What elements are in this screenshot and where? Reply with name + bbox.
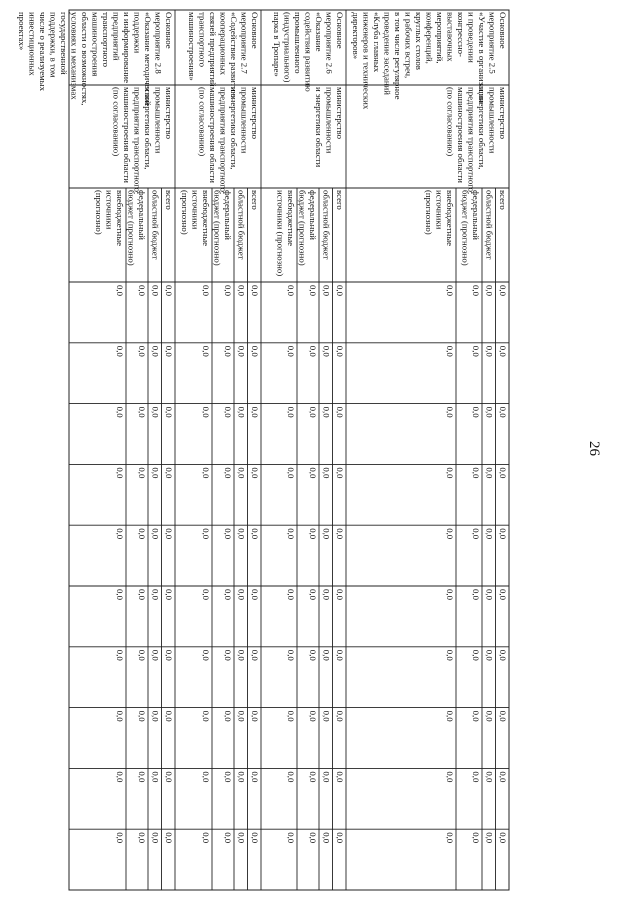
value-cell: 0,0 bbox=[308, 345, 318, 357]
source-text: внебюджетные bbox=[201, 190, 211, 247]
value-cell: 0,0 bbox=[335, 832, 345, 844]
value-cell: 0,0 bbox=[201, 710, 211, 722]
value-cell: 0,0 bbox=[137, 832, 147, 844]
value-cell: 0,0 bbox=[484, 771, 495, 783]
value-cell: 0,0 bbox=[471, 771, 481, 783]
value-cell: 0,0 bbox=[137, 285, 147, 296]
value-cell: 0,0 bbox=[498, 649, 508, 661]
value-cell: 0,0 bbox=[498, 832, 508, 844]
event-text: и проведении bbox=[466, 12, 477, 63]
value-cell: 0,0 bbox=[308, 528, 318, 540]
event-text: выставочных bbox=[445, 12, 456, 62]
value-cell: 0,0 bbox=[471, 285, 481, 296]
event-text: мероприятий, bbox=[435, 12, 445, 64]
event-text: и информирование bbox=[122, 12, 132, 84]
value-cell: 0,0 bbox=[137, 589, 147, 600]
value-cell: 0,0 bbox=[308, 467, 318, 479]
value-cell: 0,0 bbox=[250, 345, 260, 357]
value-cell: 0,0 bbox=[286, 467, 296, 479]
executor-text: машиностроения области bbox=[208, 87, 218, 183]
value-cell: 0,0 bbox=[335, 771, 345, 783]
value-cell: 0,0 bbox=[498, 710, 508, 722]
source-text: внебюджетные bbox=[445, 190, 455, 247]
value-cell: 0,0 bbox=[223, 528, 233, 540]
value-cell: 0,0 bbox=[321, 832, 332, 844]
executor-text: (по согласованию) bbox=[111, 87, 122, 157]
value-cell: 0,0 bbox=[137, 406, 147, 418]
event-text: поддержки, в том bbox=[48, 12, 59, 78]
value-cell: 0,0 bbox=[150, 832, 161, 844]
event-text: связей предприятий bbox=[208, 12, 218, 87]
event-text: «Участие в организации bbox=[477, 12, 487, 104]
source-text: областной бюджет bbox=[150, 190, 161, 260]
value-cell: 0,0 bbox=[335, 589, 345, 600]
executor-text: промышленности bbox=[153, 87, 164, 154]
event-text: «Содействие развитию bbox=[229, 12, 239, 98]
value-cell: 0,0 bbox=[150, 771, 161, 783]
executor-text: предприятия транспортного bbox=[218, 87, 229, 193]
event-text: Основное bbox=[335, 12, 345, 49]
source-text: областной бюджет bbox=[321, 190, 332, 260]
executor-text: машиностроения области bbox=[122, 87, 132, 183]
value-cell: 0,0 bbox=[201, 406, 211, 418]
value-cell: 0,0 bbox=[164, 832, 174, 844]
value-cell: 0,0 bbox=[236, 285, 247, 296]
value-cell: 0,0 bbox=[484, 710, 495, 722]
value-cell: 0,0 bbox=[236, 589, 247, 600]
value-cell: 0,0 bbox=[335, 528, 345, 540]
value-cell: 0,0 bbox=[250, 649, 260, 661]
value-cell: 0,0 bbox=[321, 771, 332, 783]
value-cell: 0,0 bbox=[164, 285, 174, 296]
value-cell: 0,0 bbox=[223, 406, 233, 418]
value-cell: 0,0 bbox=[223, 771, 233, 783]
value-cell: 0,0 bbox=[471, 832, 481, 844]
executor-text: предприятия транспортного bbox=[466, 87, 477, 193]
value-cell: 0,0 bbox=[223, 649, 233, 661]
source-text: всего bbox=[164, 190, 174, 210]
value-cell: 0,0 bbox=[223, 467, 233, 479]
value-cell: 0,0 bbox=[250, 589, 260, 600]
event-text: «Оказание методической bbox=[143, 12, 153, 106]
value-cell: 0,0 bbox=[201, 832, 211, 844]
event-text: «Клуба главных bbox=[372, 12, 382, 73]
value-cell: 0,0 bbox=[115, 710, 125, 722]
value-cell: 0,0 bbox=[286, 649, 296, 661]
value-cell: 0,0 bbox=[115, 649, 125, 661]
event-text: парка в Тропаре» bbox=[272, 12, 282, 77]
value-cell: 0,0 bbox=[201, 771, 211, 783]
source-text: федеральный bbox=[137, 190, 147, 240]
value-cell: 0,0 bbox=[236, 832, 247, 844]
source-text: бюджет (прогнозно) bbox=[212, 190, 223, 266]
value-cell: 0,0 bbox=[445, 285, 455, 296]
source-text: внебюджетные bbox=[115, 190, 125, 247]
value-cell: 0,0 bbox=[250, 406, 260, 418]
event-text: проектах» bbox=[17, 12, 27, 51]
executor-text: и энергетики области, bbox=[229, 87, 239, 170]
value-cell: 0,0 bbox=[286, 285, 296, 296]
value-cell: 0,0 bbox=[223, 832, 233, 844]
event-text: области о возможностях, bbox=[80, 12, 90, 106]
value-cell: 0,0 bbox=[250, 528, 260, 540]
value-cell: 0,0 bbox=[335, 406, 345, 418]
executor-text: министерство bbox=[250, 87, 260, 139]
value-cell: 0,0 bbox=[286, 710, 296, 722]
event-text: конгрессно- bbox=[456, 12, 466, 57]
source-text: источники bbox=[190, 190, 201, 230]
value-cell: 0,0 bbox=[137, 710, 147, 722]
value-cell: 0,0 bbox=[445, 406, 455, 418]
value-cell: 0,0 bbox=[484, 832, 495, 844]
event-text: мероприятие 2.7 bbox=[239, 12, 250, 74]
executor-text: предприятия транспортного bbox=[132, 87, 143, 193]
event-text: круглых столов bbox=[414, 12, 424, 70]
value-cell: 0,0 bbox=[223, 589, 233, 600]
value-cell: 0,0 bbox=[484, 589, 495, 600]
value-cell: 0,0 bbox=[223, 285, 233, 296]
value-cell: 0,0 bbox=[115, 589, 125, 600]
value-cell: 0,0 bbox=[471, 589, 481, 600]
event-text: предприятий bbox=[111, 12, 122, 61]
value-cell: 0,0 bbox=[137, 467, 147, 479]
value-cell: 0,0 bbox=[201, 649, 211, 661]
value-cell: 0,0 bbox=[164, 710, 174, 722]
value-cell: 0,0 bbox=[484, 345, 495, 357]
value-cell: 0,0 bbox=[445, 528, 455, 540]
value-cell: 0,0 bbox=[498, 589, 508, 600]
value-cell: 0,0 bbox=[223, 345, 233, 357]
value-cell: 0,0 bbox=[164, 467, 174, 479]
value-cell: 0,0 bbox=[484, 285, 495, 296]
value-cell: 0,0 bbox=[164, 589, 174, 600]
value-cell: 0,0 bbox=[286, 406, 296, 418]
executor-text: промышленности bbox=[239, 87, 250, 154]
value-cell: 0,0 bbox=[236, 467, 247, 479]
value-cell: 0,0 bbox=[321, 406, 332, 418]
value-cell: 0,0 bbox=[164, 649, 174, 661]
value-cell: 0,0 bbox=[137, 771, 147, 783]
value-cell: 0,0 bbox=[308, 589, 318, 600]
source-text: всего bbox=[498, 190, 508, 210]
event-text: машиностроения» bbox=[187, 12, 197, 81]
value-cell: 0,0 bbox=[498, 467, 508, 479]
value-cell: 0,0 bbox=[164, 771, 174, 783]
event-text: условиях и механизмах bbox=[69, 12, 80, 100]
value-cell: 0,0 bbox=[250, 771, 260, 783]
value-cell: 0,0 bbox=[286, 771, 296, 783]
value-cell: 0,0 bbox=[321, 467, 332, 479]
source-text: федеральный bbox=[308, 190, 318, 240]
event-text: мероприятие 2.6 bbox=[324, 12, 335, 74]
value-cell: 0,0 bbox=[484, 467, 495, 479]
executor-text: промышленности bbox=[487, 87, 498, 154]
event-text: промышленного bbox=[293, 12, 303, 74]
value-cell: 0,0 bbox=[321, 589, 332, 600]
event-text: «Оказание bbox=[314, 12, 324, 52]
executor-text: промышленности bbox=[324, 87, 335, 154]
value-cell: 0,0 bbox=[471, 528, 481, 540]
value-cell: 0,0 bbox=[236, 406, 247, 418]
value-cell: 0,0 bbox=[498, 528, 508, 540]
value-cell: 0,0 bbox=[471, 649, 481, 661]
value-cell: 0,0 bbox=[150, 649, 161, 661]
source-text: бюджет (прогнозно) bbox=[297, 190, 308, 266]
source-text: (прогнозно) bbox=[180, 190, 190, 235]
value-cell: 0,0 bbox=[308, 771, 318, 783]
value-cell: 0,0 bbox=[236, 771, 247, 783]
value-cell: 0,0 bbox=[137, 528, 147, 540]
event-text: в том числе регулярное bbox=[393, 12, 403, 100]
value-cell: 0,0 bbox=[321, 285, 332, 296]
value-cell: 0,0 bbox=[308, 832, 318, 844]
table-body bbox=[17, 10, 509, 890]
value-cell: 0,0 bbox=[484, 649, 495, 661]
value-cell: 0,0 bbox=[150, 345, 161, 357]
executor-text: (по согласованию) bbox=[197, 87, 208, 157]
value-cell: 0,0 bbox=[201, 345, 211, 357]
page-number: 26 bbox=[586, 441, 602, 456]
value-cell: 0,0 bbox=[150, 710, 161, 722]
value-cell: 0,0 bbox=[164, 406, 174, 418]
value-cell: 0,0 bbox=[164, 345, 174, 357]
source-text: (прогнозно) bbox=[424, 190, 434, 235]
value-cell: 0,0 bbox=[445, 589, 455, 600]
value-cell: 0,0 bbox=[286, 345, 296, 357]
executor-text: и энергетики области bbox=[314, 87, 324, 168]
value-cell: 0,0 bbox=[250, 832, 260, 844]
value-cell: 0,0 bbox=[321, 528, 332, 540]
event-text: поддержки bbox=[132, 12, 143, 54]
value-cell: 0,0 bbox=[321, 710, 332, 722]
value-cell: 0,0 bbox=[445, 710, 455, 722]
value-cell: 0,0 bbox=[250, 710, 260, 722]
event-text: транспортного bbox=[101, 12, 111, 67]
value-cell: 0,0 bbox=[115, 285, 125, 296]
value-cell: 0,0 bbox=[236, 528, 247, 540]
event-text: Основное bbox=[164, 12, 174, 49]
value-cell: 0,0 bbox=[286, 832, 296, 844]
value-cell: 0,0 bbox=[150, 589, 161, 600]
event-text: машиностроения bbox=[90, 12, 101, 77]
event-text: государственной bbox=[59, 12, 69, 75]
value-cell: 0,0 bbox=[137, 345, 147, 357]
value-cell: 0,0 bbox=[137, 649, 147, 661]
source-text: областной бюджет bbox=[484, 190, 495, 260]
source-text: внебюджетные bbox=[286, 190, 296, 247]
source-text: всего bbox=[250, 190, 260, 210]
value-cell: 0,0 bbox=[150, 285, 161, 296]
value-cell: 0,0 bbox=[308, 285, 318, 296]
value-cell: 0,0 bbox=[445, 467, 455, 479]
value-cell: 0,0 bbox=[236, 710, 247, 722]
event-text: кооперационных bbox=[218, 12, 229, 76]
value-cell: 0,0 bbox=[321, 649, 332, 661]
value-cell: 0,0 bbox=[164, 528, 174, 540]
value-cell: 0,0 bbox=[201, 467, 211, 479]
event-text: конференций, bbox=[424, 12, 435, 64]
value-cell: 0,0 bbox=[308, 406, 318, 418]
event-text: Основное bbox=[250, 12, 260, 49]
source-text: федеральный bbox=[471, 190, 481, 240]
value-cell: 0,0 bbox=[115, 345, 125, 357]
event-text: инженеров и технических bbox=[361, 12, 372, 110]
value-cell: 0,0 bbox=[236, 345, 247, 357]
value-cell: 0,0 bbox=[150, 528, 161, 540]
value-cell: 0,0 bbox=[335, 467, 345, 479]
source-text: (прогнозно) bbox=[94, 190, 104, 235]
value-cell: 0,0 bbox=[201, 528, 211, 540]
event-text: Основное bbox=[498, 12, 508, 49]
value-cell: 0,0 bbox=[286, 528, 296, 540]
event-text: содействия развитию bbox=[303, 12, 314, 92]
value-cell: 0,0 bbox=[471, 345, 481, 357]
value-cell: 0,0 bbox=[484, 528, 495, 540]
event-text: инвестиционных bbox=[27, 12, 38, 76]
source-text: федеральный bbox=[223, 190, 233, 240]
value-cell: 0,0 bbox=[471, 406, 481, 418]
value-cell: 0,0 bbox=[471, 710, 481, 722]
event-text: мероприятие 2.5 bbox=[487, 12, 498, 74]
executor-text: машиностроения области bbox=[456, 87, 466, 183]
value-cell: 0,0 bbox=[484, 406, 495, 418]
value-cell: 0,0 bbox=[201, 589, 211, 600]
value-cell: 0,0 bbox=[115, 832, 125, 844]
value-cell: 0,0 bbox=[308, 710, 318, 722]
source-text: источники bbox=[104, 190, 115, 230]
executor-text: и энергетики области, bbox=[477, 87, 487, 170]
event-text: мероприятие 2.8 bbox=[153, 12, 164, 74]
value-cell: 0,0 bbox=[335, 345, 345, 357]
executor-text: министерство bbox=[164, 87, 174, 139]
value-cell: 0,0 bbox=[115, 467, 125, 479]
value-cell: 0,0 bbox=[321, 345, 332, 357]
executor-text: министерство bbox=[498, 87, 508, 139]
value-cell: 0,0 bbox=[471, 467, 481, 479]
event-text: проведение заседаний bbox=[382, 12, 393, 95]
value-cell: 0,0 bbox=[223, 710, 233, 722]
event-text: (индустриального) bbox=[282, 12, 293, 83]
value-cell: 0,0 bbox=[115, 771, 125, 783]
value-cell: 0,0 bbox=[150, 467, 161, 479]
value-cell: 0,0 bbox=[335, 649, 345, 661]
executor-text: министерство bbox=[335, 87, 345, 139]
value-cell: 0,0 bbox=[115, 406, 125, 418]
value-cell: 0,0 bbox=[250, 467, 260, 479]
value-cell: 0,0 bbox=[498, 406, 508, 418]
event-text: и рабочих встреч, bbox=[403, 12, 414, 79]
event-text: транспортного bbox=[197, 12, 208, 67]
value-cell: 0,0 bbox=[335, 285, 345, 296]
value-cell: 0,0 bbox=[286, 589, 296, 600]
value-cell: 0,0 bbox=[335, 710, 345, 722]
executor-text: и энергетики области, bbox=[143, 87, 153, 170]
event-text: числе о реализуемых bbox=[38, 12, 48, 91]
source-text: источники bbox=[434, 190, 445, 230]
source-text: источники (прогнозно) bbox=[275, 190, 286, 277]
source-text: бюджет (прогнозно) bbox=[460, 190, 471, 266]
source-text: всего bbox=[335, 190, 345, 210]
executor-text: (по согласованию) bbox=[445, 87, 456, 157]
value-cell: 0,0 bbox=[150, 406, 161, 418]
value-cell: 0,0 bbox=[201, 285, 211, 296]
event-text: директоров» bbox=[351, 12, 361, 60]
value-cell: 0,0 bbox=[498, 345, 508, 357]
value-cell: 0,0 bbox=[308, 649, 318, 661]
value-cell: 0,0 bbox=[445, 649, 455, 661]
value-cell: 0,0 bbox=[445, 345, 455, 357]
value-cell: 0,0 bbox=[498, 771, 508, 783]
value-cell: 0,0 bbox=[445, 771, 455, 783]
value-cell: 0,0 bbox=[498, 285, 508, 296]
source-text: областной бюджет bbox=[236, 190, 247, 260]
source-text: бюджет (прогнозно) bbox=[126, 190, 137, 266]
value-cell: 0,0 bbox=[236, 649, 247, 661]
value-cell: 0,0 bbox=[445, 832, 455, 844]
value-cell: 0,0 bbox=[250, 285, 260, 296]
value-cell: 0,0 bbox=[115, 528, 125, 540]
